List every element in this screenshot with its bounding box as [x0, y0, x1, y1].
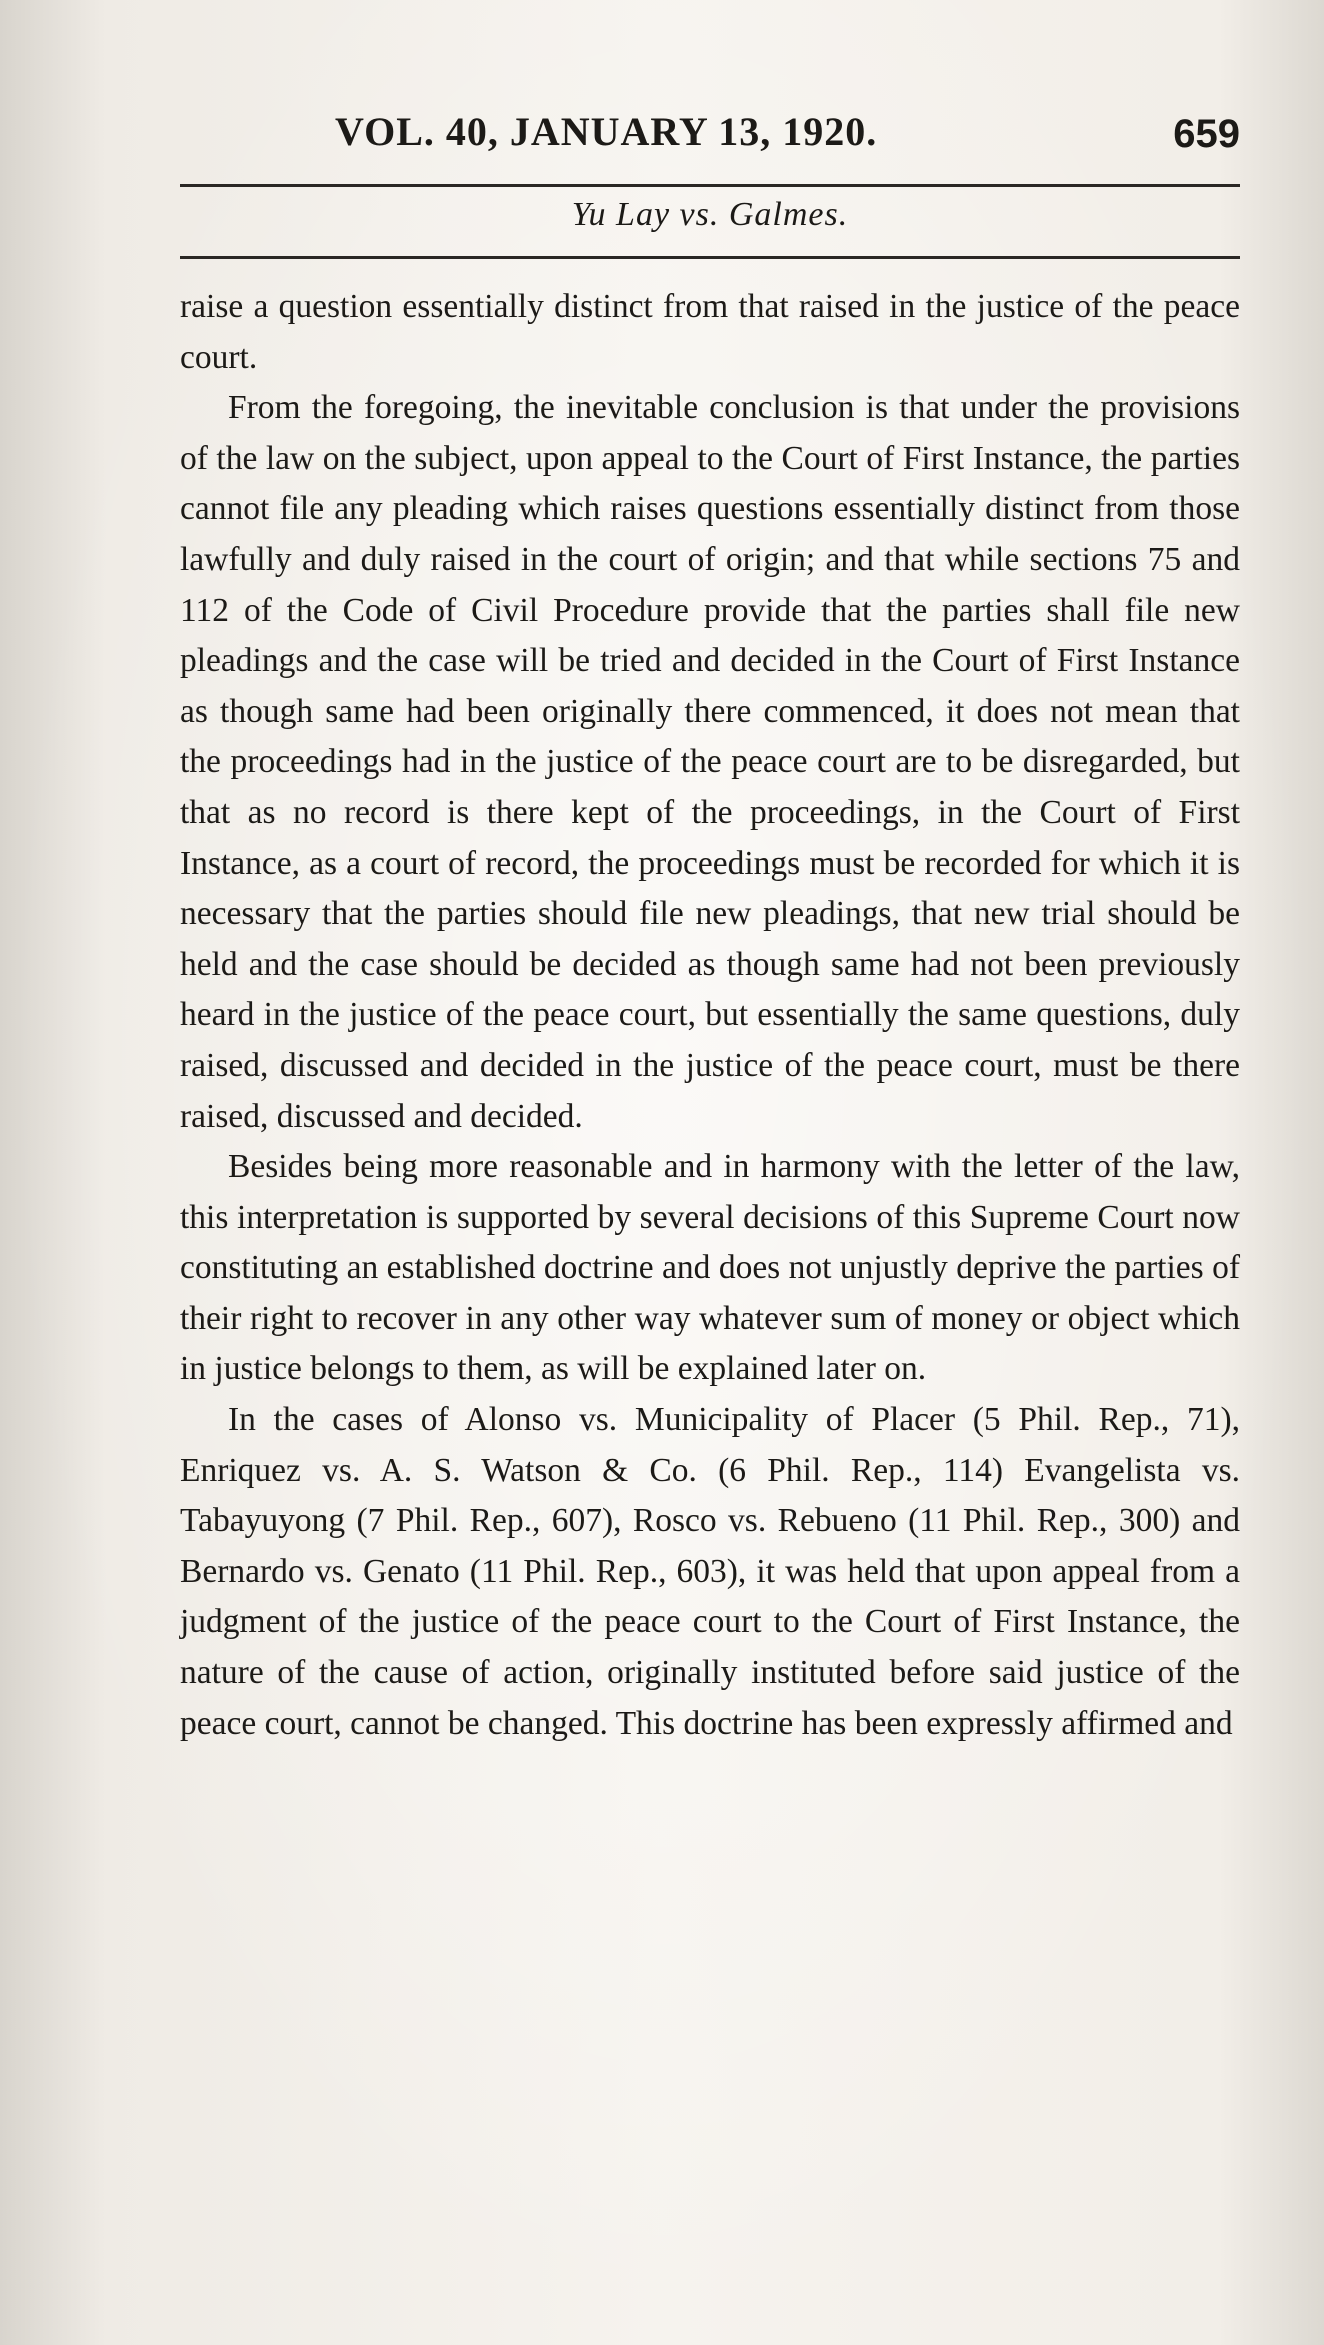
paragraph-continuation: raise a question essentially distinct from that raised in the justice of the peace court. — [180, 288, 1240, 376]
volume-date-line: VOL. 40, JANUARY 13, 1920. — [335, 109, 878, 154]
paragraph: Besides being more reasonable and in harmony with the letter of the law, this interpretation is supported by several decisions of this Supreme Court now constituting an established doctrine and does not unjustly deprive the parties of their right to recover in any other way whatever sum of money or object which in justice belongs to them, as will be explained later on. — [180, 1148, 1240, 1388]
body-text — [180, 282, 1240, 1749]
paragraph: In the cases of Alonso vs. Municipality of Placer (5 Phil. Rep., 71), Enriquez vs. A. S. Watson & Co. (6 Phil. Rep., 114) Evangelista vs. Tabayuyong (7 Phil. Rep., 607), Rosco vs. Rebueno (11 Phil. Rep., 300) and Bernardo vs. Genato (11 Phil. Rep., 603), it was held that upon appeal from a judgment of the justice of the peace court to the Court of First Instance, the nature of the cause of action, originally instituted before said justice of the peace court, cannot be changed. This doctrine has been expressly affirmed and — [180, 1401, 1240, 1742]
case-title-running-head: Yu Lay vs. Galmes. — [571, 196, 849, 233]
page-number: 659 — [1173, 112, 1240, 156]
paragraph: From the foregoing, the inevitable conclusion is that under the provisions of the law on the subject, upon appeal to the Court of First Instance, the parties cannot file any pleading which raises questions essentially distinct from those lawfully and duly raised in the court of origin; and that while sections 75 and 112 of the Code of Civil Procedure provide that the parties shall file new pleadings and the case will be tried and decided in the Court of First Instance as though same had been originally there commenced, it does not mean that the proceedings had in the justice of the peace court are to be disregarded, but that as no record is there kept of the proceedings, in the Court of First Instance, as a court of record, the proceedings must be recorded for which it is necessary that the parties should file new pleadings, that new trial should be held and the case should be decided as though same had not been previously heard in the justice of the peace court, but essentially the same questions, duly raised, discussed and decided in the justice of the peace court, must be there raised, discussed and decided. — [180, 389, 1240, 1135]
header-rule-bottom — [180, 256, 1240, 259]
page-header — [180, 108, 1240, 168]
header-rule-top — [180, 184, 1240, 187]
